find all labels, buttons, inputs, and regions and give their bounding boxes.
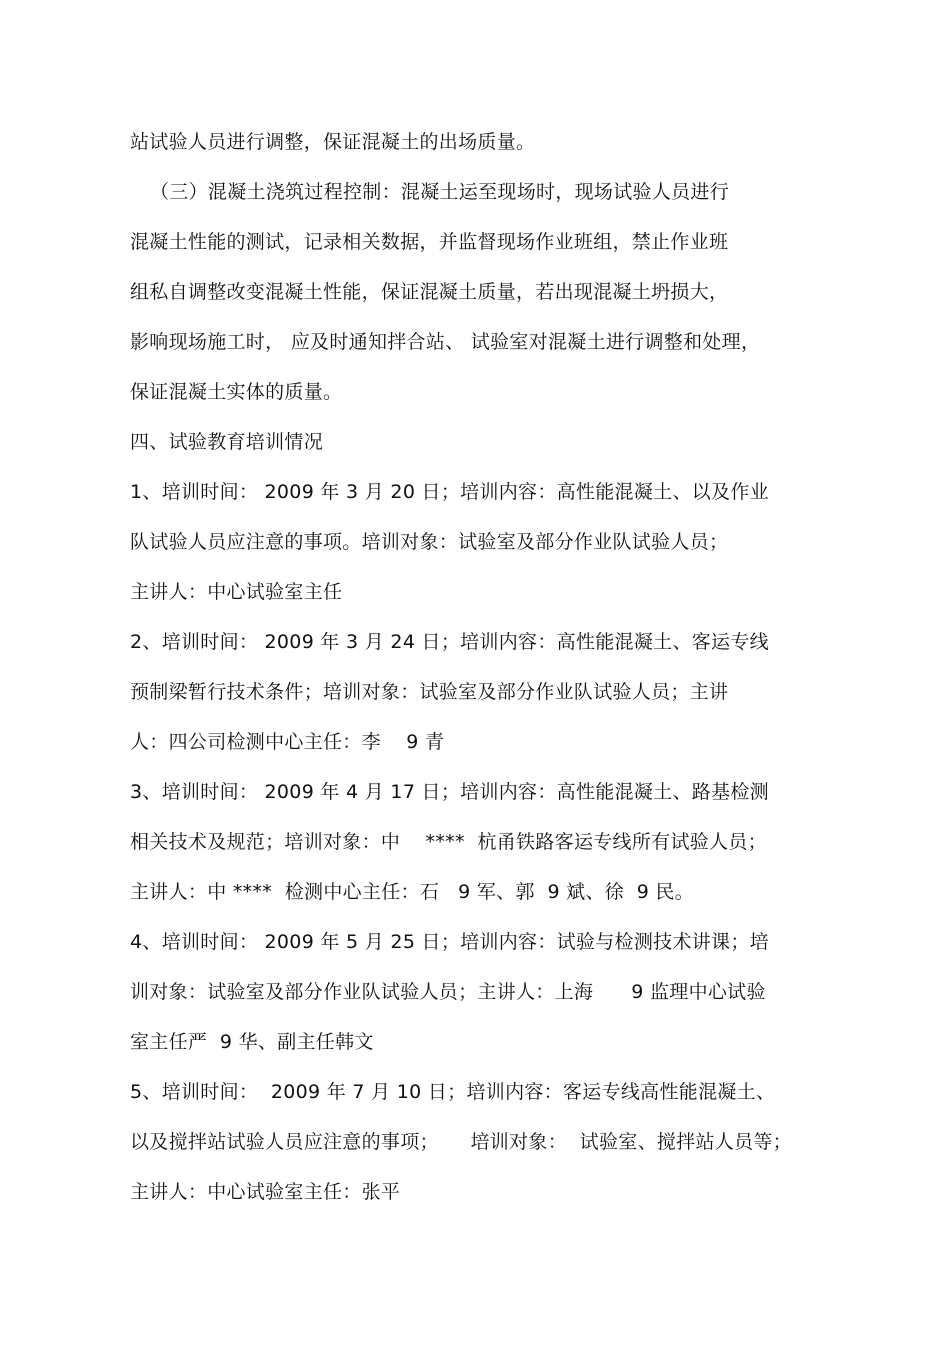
text-line: 主讲人：中心试验室主任：张平 <box>130 1181 401 1203</box>
text-line: 预制梁暂行技术条件；培训对象：试验室及部分作业队试验人员；主讲 <box>130 681 729 703</box>
text-line: （三）混凝土浇筑过程控制：混凝土运至现场时，现场试验人员进行 <box>150 181 730 203</box>
text-line: 保证混凝土实体的质量。 <box>130 381 343 403</box>
text-line: 以及搅拌站试验人员应注意的事项； 培训对象： 试验室、搅拌站人员等； <box>130 1131 792 1153</box>
text-line: 5、培训时间： 2009 年 7 月 10 日；培训内容：客运专线高性能混凝土、 <box>130 1081 776 1103</box>
text-line: 组私自调整改变混凝土性能，保证混凝土质量，若出现混凝土坍损大， <box>130 281 729 303</box>
section-heading: 四、试验教育培训情况 <box>130 431 324 453</box>
text-line: 1、培训时间： 2009 年 3 月 20 日；培训内容：高性能混凝土、以及作业 <box>130 481 769 503</box>
text-line: 室主任严 9 华、副主任韩文 <box>130 1031 374 1053</box>
text-line: 训对象：试验室及部分作业队试验人员；主讲人：上海 9 监理中心试验 <box>130 981 766 1003</box>
text-line: 人：四公司检测中心主任：李 9 青 <box>130 731 445 753</box>
text-line: 主讲人：中 **** 检测中心主任：石 9 军、郭 9 斌、徐 9 民。 <box>130 881 695 903</box>
text-line: 2、培训时间： 2009 年 3 月 24 日；培训内容：高性能混凝土、客运专线 <box>130 631 769 653</box>
text-line: 相关技术及规范；培训对象：中 **** 杭甬铁路客运专线所有试验人员； <box>130 831 767 853</box>
text-line: 混凝土性能的测试，记录相关数据，并监督现场作业班组，禁止作业班 <box>130 231 729 253</box>
text-line: 影响现场施工时， 应及时通知拌合站、 试验室对混凝土进行调整和处理， <box>130 331 761 353</box>
text-line: 主讲人：中心试验室主任 <box>130 581 343 603</box>
text-line: 3、培训时间： 2009 年 4 月 17 日；培训内容：高性能混凝土、路基检测 <box>130 781 769 803</box>
text-line: 站试验人员进行调整，保证混凝土的出场质量。 <box>130 131 536 153</box>
text-line: 队试验人员应注意的事项。培训对象：试验室及部分作业队试验人员； <box>130 531 729 553</box>
text-line: 4、培训时间： 2009 年 5 月 25 日；培训内容：试验与检测技术讲课；培 <box>130 931 769 953</box>
